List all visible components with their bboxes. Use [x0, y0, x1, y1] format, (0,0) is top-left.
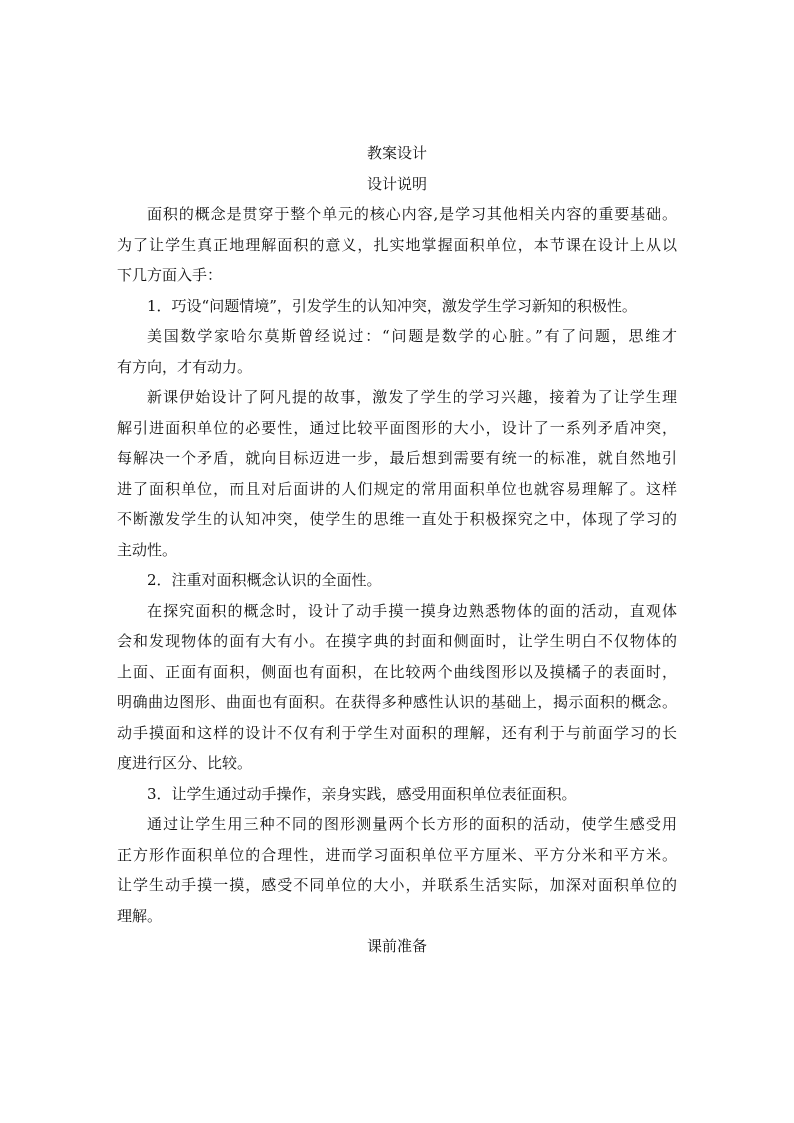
paragraph-explore-area: [117, 596, 677, 779]
paragraph-line: 为了让学生真正地理解面积的意义，扎实地掌握面积单位，本节课在设计上从以: [117, 235, 677, 254]
paragraph-line: 正方形作面积单位的合理性，进而学习面积单位平方厘米、平方分米和平方米。: [117, 845, 677, 864]
paragraph-line: 理解。: [117, 906, 163, 925]
paragraph-line: 主动性。: [117, 540, 178, 559]
paragraph-line: 有方向，才有动力。: [117, 357, 253, 376]
paragraph-line: 每解决一个矛盾，就向目标迈进一步，最后想到需要有统一的标准，就自然地引: [117, 449, 677, 467]
paragraph-line: 让学生动手摸一摸，感受不同单位的大小，并联系生活实际，加深对面积单位的: [117, 876, 677, 894]
paragraph-line: 下几方面入手：: [117, 266, 223, 284]
paragraph-line: 解引进面积单位的必要性，通过比较平面图形的大小，设计了一系列矛盾冲突，: [117, 418, 677, 437]
paragraph-line: 2．注重对面积概念认识的全面性。: [147, 571, 382, 589]
paragraph-line: 进了面积单位，而且对后面讲的人们规定的常用面积单位也就容易理解了。这样: [117, 479, 677, 498]
point-1-heading: [117, 291, 677, 322]
paragraph-line: 3．让学生通过动手操作，亲身实践，感受用面积单位表征面积。: [147, 784, 577, 803]
paragraph-afanti-story: [117, 382, 677, 565]
section-heading-preparation: 课前准备: [366, 937, 427, 955]
paragraph-quote: [117, 321, 677, 382]
paragraph-measure-area: [117, 809, 677, 931]
point-3-heading: [117, 779, 677, 810]
paragraph-line: 度进行区分、比较。: [117, 754, 253, 772]
paragraph-line: 明确曲边图形、曲面也有面积。在获得多种感性认识的基础上，揭示面积的概念。: [117, 693, 677, 711]
section-heading-design-notes: 设计说明: [366, 174, 427, 193]
paragraph-line: 美国数学家哈尔莫斯曾经说过：“问题是数学的心脏。”有了问题，思维才: [147, 327, 677, 345]
document-title: 教案设计: [366, 144, 427, 162]
paragraph-line: 不断激发学生的认知冲突，使学生的思维一直处于积极探究之中，体现了学习的: [117, 510, 677, 528]
paragraph-line: 会和发现物体的面有大有小。在摸字典的封面和侧面时，让学生明白不仅物体的: [117, 632, 677, 650]
paragraph-intro: [117, 199, 677, 291]
paragraph-line: 面积的概念是贯穿于整个单元的核心内容,是学习其他相关内容的重要基础。: [147, 205, 677, 223]
paragraph-line: 动手摸面和这样的设计不仅有利于学生对面积的理解，还有利于与前面学习的长: [117, 723, 677, 742]
paragraph-line: 在探究面积的概念时，设计了动手摸一摸身边熟悉物体的面的活动，直观体: [147, 601, 677, 620]
paragraph-line: 新课伊始设计了阿凡提的故事，激发了学生的学习兴趣，接着为了让学生理: [147, 388, 677, 406]
paragraph-line: 上面、正面有面积，侧面也有面积，在比较两个曲线图形以及摸橘子的表面时，: [117, 662, 677, 681]
paragraph-line: 通过让学生用三种不同的图形测量两个长方形的面积的活动，使学生感受用: [147, 815, 677, 833]
point-2-heading: [117, 565, 677, 596]
paragraph-line: 1．巧设“问题情境”，引发学生的认知冲突，激发学生学习新知的积极性。: [147, 296, 637, 315]
document-page: [117, 138, 677, 962]
